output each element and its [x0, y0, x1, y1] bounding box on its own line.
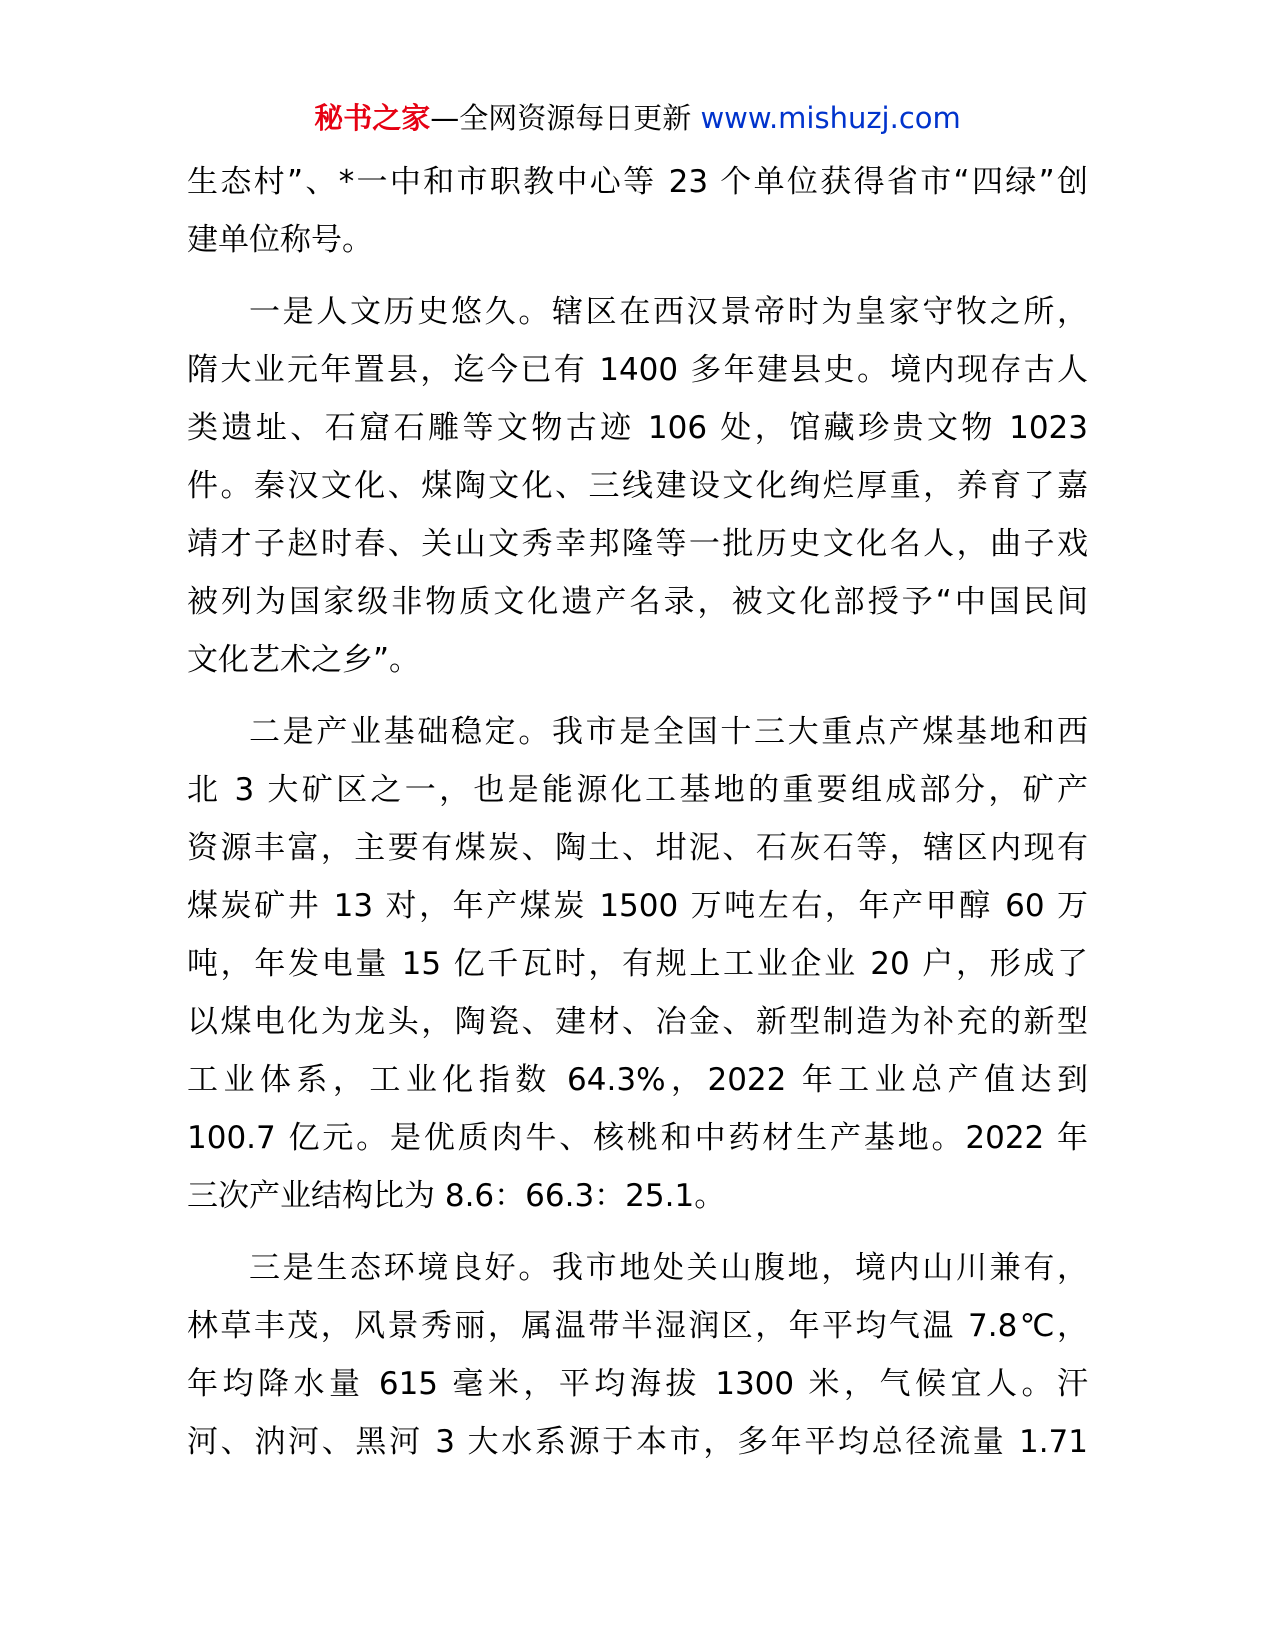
intro-paragraph [187, 153, 1088, 269]
text-line: 林草丰茂，风景秀丽，属温带半湿润区，年平均气温 7.8℃， [187, 1308, 1088, 1344]
paragraph-industry [187, 703, 1088, 1225]
text-line: 以煤电化为龙头，陶瓷、建材、冶金、新型制造为补充的新型 [187, 1004, 1088, 1040]
text-line: 三是生态环境良好。我市地处关山腹地，境内山川兼有， [249, 1250, 1088, 1286]
text-line: 二是产业基础稳定。我市是全国十三大重点产煤基地和西 [249, 714, 1088, 750]
text-line: 工业体系，工业化指数 64.3%，2022 年工业总产值达到 [187, 1062, 1088, 1098]
text-line: 年均降水量 615 毫米，平均海拔 1300 米，气候宜人。汗 [187, 1366, 1088, 1402]
paragraph-ecology [187, 1239, 1088, 1471]
text-line: 北 3 大矿区之一，也是能源化工基地的重要组成部分，矿产 [187, 772, 1088, 808]
site-header [0, 98, 1275, 138]
text-line: 煤炭矿井 13 对，年产煤炭 1500 万吨左右，年产甲醇 60 万 [187, 888, 1088, 924]
text-line: 被列为国家级非物质文化遗产名录，被文化部授予“中国民间 [187, 584, 1088, 620]
brand-name: 秘书之家 [314, 101, 431, 135]
text-line: 100.7 亿元。是优质肉牛、核桃和中药材生产基地。2022 年 [187, 1120, 1088, 1156]
text-line: 隋大业元年置县，迄今已有 1400 多年建县史。境内现存古人 [187, 352, 1088, 388]
text-line: 三次产业结构比为 8.6：66.3：25.1。 [187, 1178, 726, 1214]
text-line: 靖才子赵时春、关山文秀幸邦隆等一批历史文化名人，曲子戏 [187, 526, 1088, 562]
text-line: 文化艺术之乡”。 [187, 642, 421, 678]
header-slogan: —全网资源每日更新 [430, 101, 701, 135]
text-line: 河、汭河、黑河 3 大水系源于本市，多年平均总径流量 1.71 [187, 1424, 1088, 1460]
paragraph-history [187, 283, 1088, 689]
text-line: 资源丰富，主要有煤炭、陶土、坩泥、石灰石等，辖区内现有 [187, 830, 1088, 866]
text-line: 件。秦汉文化、煤陶文化、三线建设文化绚烂厚重，养育了嘉 [187, 468, 1088, 504]
text-line: 吨，年发电量 15 亿千瓦时，有规上工业企业 20 户，形成了 [187, 946, 1088, 982]
document-body [187, 153, 1088, 1471]
text-line: 生态村”、*一中和市职教中心等 23 个单位获得省市“四绿”创 [187, 164, 1088, 200]
text-line: 建单位称号。 [187, 222, 373, 258]
text-line: 类遗址、石窟石雕等文物古迹 106 处，馆藏珍贵文物 1023 [187, 410, 1088, 446]
text-line: 一是人文历史悠久。辖区在西汉景帝时为皇家守牧之所， [249, 294, 1088, 330]
site-url-link[interactable]: www.mishuzj.com [700, 101, 961, 135]
